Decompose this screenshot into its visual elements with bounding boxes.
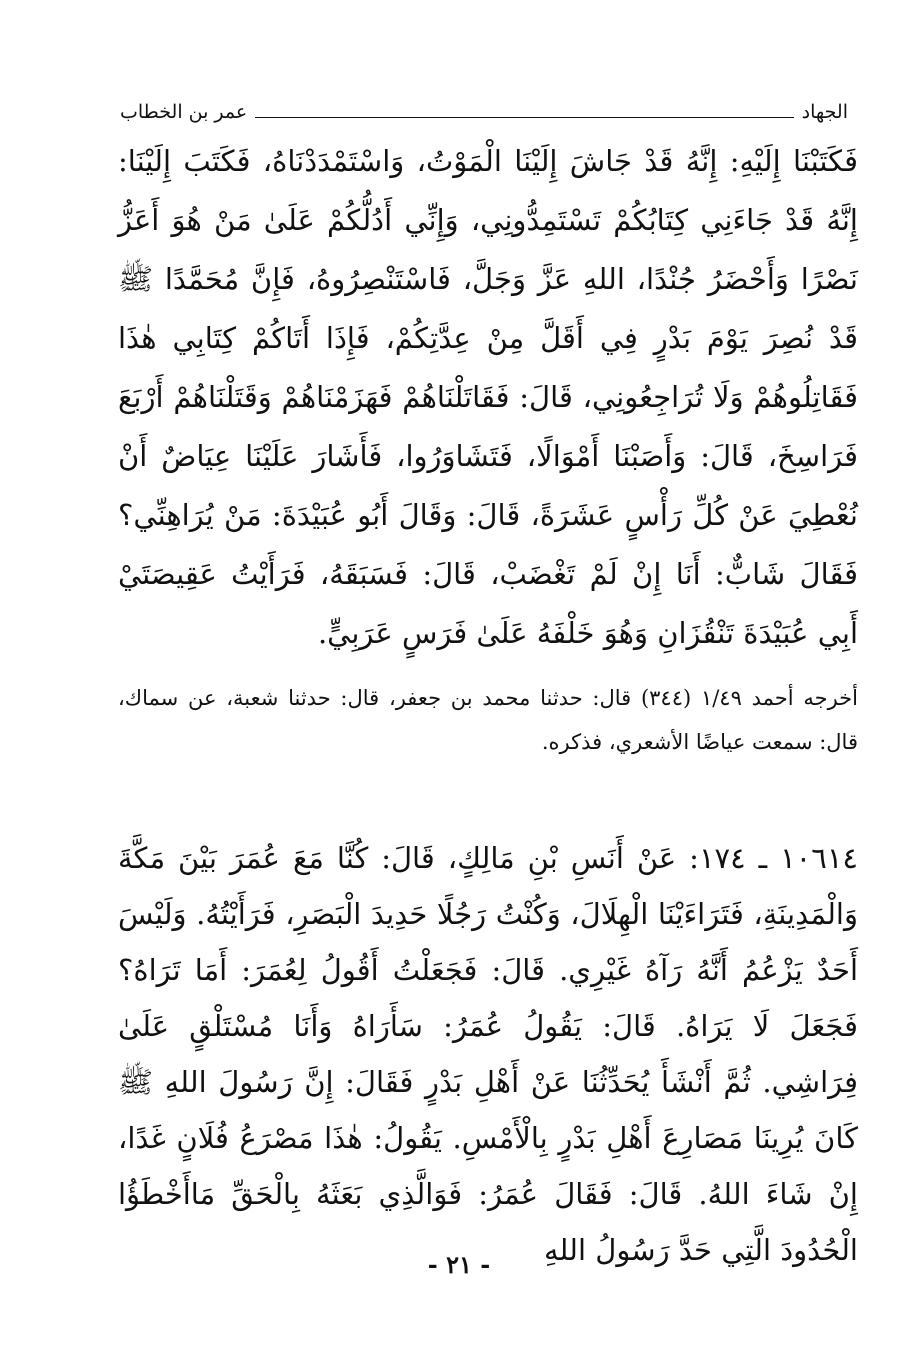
header-section-title: الجهاد: [801, 101, 848, 123]
header-subject-title: عمر بن الخطاب: [120, 101, 248, 123]
hadith-text-continued: فَكَتَبْنَا إِلَيْهِ: إِنَّهُ قَدْ جَاشَ إِلَيْنَا الْمَوْتُ، وَاسْتَمْدَدْنَاهُ، فَكَتَبَ إِلَيْنَا: إِنَّهُ قَدْ جَاءَنِي كِتَابُكُمْ تَسْتَمِدُّونِي، وَإِنِّي أَدُلُّكُمْ عَلَىٰ مَنْ هُوَ أَعَزُّ نَصْرًا وَأَحْضَرُ جُنْدًا، اللهِ عَزَّ وَجَلَّ، فَاسْتَنْصِرُوهُ، فَإِنَّ مُحَمَّدًا ﷺ قَدْ نُصِرَ يَوْمَ بَدْرٍ فِي أَقَلَّ مِنْ عِدَّتِكُمْ، فَإِذَا أَتَاكُمْ كِتَابِي هٰذَا فَقَاتِلُوهُمْ وَلَا تُرَاجِعُونِي، قَالَ: فَقَاتَلْنَاهُمْ فَهَزَمْنَاهُمْ وَقَتَلْنَاهُمْ أَرْبَعَ فَرَاسِخَ، قَالَ: وَأَصَبْنَا أَمْوَالًا، فَتَشَاوَرُوا، فَأَشَارَ عَلَيْنَا عِيَاضٌ أَنْ نُعْطِيَ عَنْ كُلِّ رَأْسٍ عَشَرَةً، قَالَ: وَقَالَ أَبُو عُبَيْدَةَ: مَنْ يُرَاهِنِّي؟ فَقَالَ شَابٌّ: أَنَا إِنْ لَمْ تَغْضَبْ، قَالَ: فَسَبَقَهُ، فَرَأَيْتُ عَقِيصَتَيْ أَبِي عُبَيْدَةَ تَنْقُزَانِ وَهُوَ خَلْفَهُ عَلَىٰ فَرَسٍ عَرَبِيٍّ.: [118, 144, 858, 650]
hadith-citation: أخرجه أحمد ١/٤٩ (٣٤٤) قال: حدثنا محمد بن جعفر، قال: حدثنا شعبة، عن سماك، قال: سمعت عياضًا الأشعري، فذكره.: [118, 686, 858, 754]
hadith-text-new: ١٠٦١٤ ـ ١٧٤: عَنْ أَنَسِ بْنِ مَالِكٍ، قَالَ: كُنَّا مَعَ عُمَرَ بَيْنَ مَكَّةَ وَالْمَدِينَةِ، فَتَرَاءَيْنَا الْهِلَالَ، وَكُنْتُ رَجُلًا حَدِيدَ الْبَصَرِ، فَرَأَيْتُهُ. وَلَيْسَ أَحَدٌ يَزْعُمُ أَنَّهُ رَآهُ غَيْرِي. قَالَ: فَجَعَلْتُ أَقُولُ لِعُمَرَ: أَمَا تَرَاهُ؟ فَجَعَلَ لَا يَرَاهُ. قَالَ: يَقُولُ عُمَرُ: سَأَرَاهُ وَأَنَا مُسْتَلْقٍ عَلَىٰ فِرَاشِي. ثُمَّ أَنْشَأَ يُحَدِّثُنَا عَنْ أَهْلِ بَدْرٍ فَقَالَ: إِنَّ رَسُولَ اللهِ ﷺ كَانَ يُرِينَا مَصَارِعَ أَهْلِ بَدْرٍ بِالْأَمْسِ. يَقُولُ: هٰذَا مَصْرَعُ فُلَانٍ غَدًا، إِنْ شَاءَ اللهُ. قَالَ: فَقَالَ عُمَرُ: فَوَالَّذِي بَعَثَهُ بِالْحَقِّ مَاأَخْطَؤُا الْحُدُودَ الَّتِي حَدَّ رَسُولُ اللهِ: [118, 841, 858, 1267]
header-rule: [255, 117, 793, 118]
page-number: - ٢١ -: [427, 1250, 491, 1279]
running-header: [120, 88, 848, 124]
